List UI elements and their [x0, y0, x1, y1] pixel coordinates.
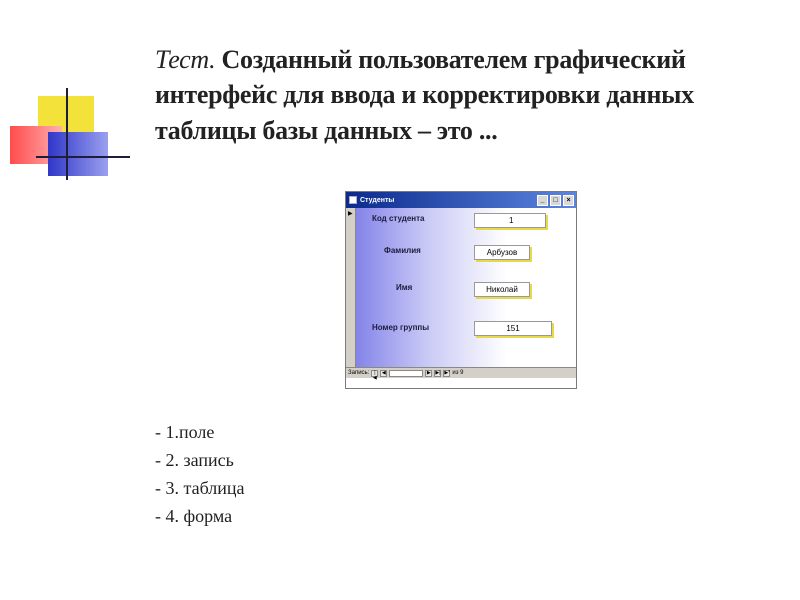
- record-selector[interactable]: [346, 208, 356, 378]
- record-nav-label: Запись:: [348, 370, 370, 376]
- last-record-button[interactable]: ▶|: [435, 369, 441, 376]
- minimize-button[interactable]: _: [537, 195, 548, 206]
- field-input-name[interactable]: Николай: [474, 282, 530, 297]
- maximize-button[interactable]: □: [550, 195, 561, 206]
- question-text: [155, 42, 775, 148]
- decor-blue-square: [48, 132, 108, 176]
- field-label-surname: Фамилия: [384, 246, 421, 255]
- field-input-group-number[interactable]: 151: [474, 321, 552, 336]
- field-label-student-code: Код студента: [372, 214, 425, 223]
- prev-record-button[interactable]: ◀: [381, 369, 386, 376]
- new-record-button[interactable]: ▶*: [444, 369, 451, 376]
- close-button[interactable]: ×: [563, 195, 574, 206]
- record-navigation-bar: [346, 367, 576, 381]
- question-lead: Тест.: [155, 45, 216, 74]
- next-record-button[interactable]: ▶: [426, 369, 431, 376]
- field-label-group-number: Номер группы: [372, 323, 430, 332]
- record-number-input[interactable]: [389, 370, 423, 377]
- field-label-name: Имя: [396, 283, 413, 292]
- answer-options: [155, 418, 245, 530]
- answer-option-2[interactable]: - 2. запись: [155, 450, 234, 470]
- record-selector-arrow-icon: ▶: [348, 211, 353, 217]
- field-input-student-code[interactable]: 1: [474, 213, 546, 228]
- answer-option-3[interactable]: - 3. таблица: [155, 478, 245, 498]
- answer-option-1[interactable]: - 1.поле: [155, 422, 215, 442]
- form-window: [345, 191, 577, 389]
- record-count: из 9: [452, 370, 464, 376]
- window-titlebar: [346, 192, 576, 208]
- form-body: [346, 208, 576, 381]
- form-app-icon: [349, 196, 357, 204]
- field-input-surname[interactable]: Арбузов: [474, 245, 530, 260]
- answer-option-4[interactable]: - 4. форма: [155, 506, 233, 526]
- first-record-button[interactable]: |◀: [372, 369, 377, 381]
- question-body: Созданный пользователем графический интерфейс для ввода и корректировки данных таблицы базы данных – это ...: [155, 45, 694, 145]
- decor-vertical-line: [66, 88, 68, 180]
- window-title: Студенты: [360, 196, 395, 204]
- decor-horizontal-line: [36, 156, 130, 158]
